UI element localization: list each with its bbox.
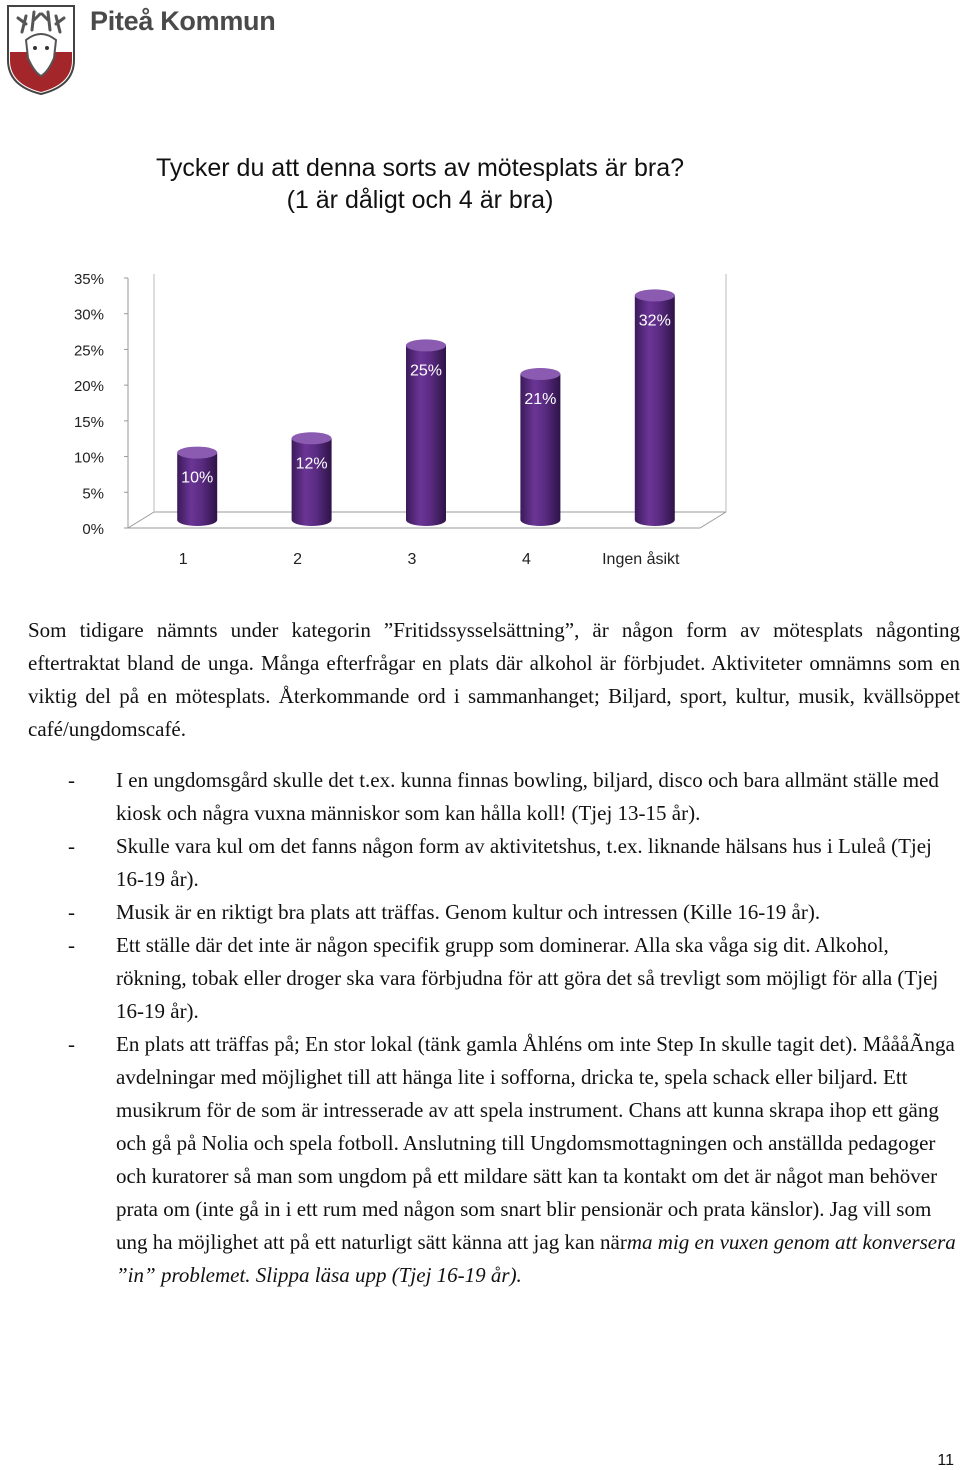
list-item xyxy=(28,1028,960,1292)
list-item xyxy=(28,929,960,1028)
bar-data-label: 12% xyxy=(295,455,328,473)
bar xyxy=(177,447,217,526)
bar xyxy=(406,339,446,526)
list-item-text: Ett ställe där det inte är någon specifik grupp som dominerar. Alla ska våga sig dit. Alkohol, rökning, tobak eller droger ska vara förbjudna för att göra det så trevligt som möjligt för alla (Tjej 16-19 år). xyxy=(116,933,939,1023)
x-tick-label: 2 xyxy=(293,551,303,568)
bar-data-label: 21% xyxy=(524,391,557,408)
bar-body xyxy=(635,295,675,526)
bullet-dash: - xyxy=(68,933,75,957)
bar xyxy=(292,432,332,526)
y-tick-label: 20% xyxy=(73,378,104,396)
bar-data-label: 25% xyxy=(409,362,443,380)
chart-svg xyxy=(0,140,960,580)
bullet-dash: - xyxy=(68,768,75,792)
list-item-text: Musik är en riktigt bra plats att träffas. Genom kultur och intressen (Kille 16-19 år). xyxy=(116,900,821,924)
list-item-text: Skulle vara kul om det fanns någon form av aktivitetshus, t.ex. liknande hälsans hus i Luleå (Tjej 16-19 år). xyxy=(116,834,932,891)
bar-top xyxy=(406,339,446,351)
list-item-text: I en ungdomsgård skulle det t.ex. kunna finnas bowling, biljard, disco och bara allmänt ställe med kiosk och några vuxna människor som kan hålla koll! (Tjej 13-15 år). xyxy=(116,768,939,825)
chart-title: Tycker du att denna sorts av mötesplats är bra? xyxy=(155,154,685,182)
list-item xyxy=(28,764,960,830)
y-tick-label: 35% xyxy=(73,271,104,288)
bullet-dash: - xyxy=(68,900,75,924)
list-item-text: En plats att träffas på; En stor lokal (tänk gamla Åhléns om inte Step In skulle tagit det). MåååÃnga avdelningar med möjlighet till att hänga lite i sofforna, dricka te, spela schack eller biljard. Ett musikrum för de som är intresserade av att spela instrument. Chans att kunna skrapa ihop ett gäng och gå på Nolia och spela fotboll. Anslutning till Ungdomsmottagningen och anställda pedagoger och kuratorer så man som ungdom på ett mildare sätt kan ta kontakt om det är något man behöver prata om (inte gå in i ett rum med någon som snart blir pensionär och prata känslor). Jag vill som ung ha möjlighet att på ett naturligt sätt känna att jag kan när xyxy=(116,1032,955,1254)
organization-name: Piteå Kommun xyxy=(90,6,276,36)
quote-list xyxy=(28,764,960,1292)
floor-edge-right xyxy=(700,512,726,528)
page-header xyxy=(4,2,324,98)
chart-subtitle: (1 är dåligt och 4 är bra) xyxy=(286,186,554,214)
bar-data-label: 10% xyxy=(181,469,214,487)
bar-top xyxy=(520,368,560,380)
body-text xyxy=(28,614,960,1292)
y-tick-label: 10% xyxy=(73,449,104,467)
bar-body xyxy=(292,438,332,526)
bar-chart xyxy=(0,140,960,580)
y-tick-label: 30% xyxy=(73,306,104,324)
x-tick-label: 3 xyxy=(407,551,417,568)
page-number: 11 xyxy=(937,1452,954,1469)
bar-top xyxy=(292,432,332,444)
y-tick-label: 5% xyxy=(82,485,104,503)
bar-data-label: 32% xyxy=(638,312,671,330)
y-tick-label: 25% xyxy=(73,342,104,360)
bullet-dash: - xyxy=(68,1032,75,1056)
bar-top xyxy=(635,289,675,301)
y-tick-label: 0% xyxy=(82,521,104,538)
list-item xyxy=(28,896,960,929)
bar xyxy=(635,289,675,526)
bar xyxy=(520,368,560,526)
reindeer-coat-of-arms-icon xyxy=(4,2,78,96)
x-tick-label: 4 xyxy=(521,551,531,568)
bar-body xyxy=(177,453,217,526)
x-tick-label: 1 xyxy=(178,551,188,568)
bar-top xyxy=(177,447,217,459)
intro-paragraph: Som tidigare nämnts under kategorin ”Fritidssysselsättning”, är någon form av mötesplats någonting eftertraktat bland de unga. Många efterfrågar en plats där alkohol är förbjudet. Aktiviteter omnämns som en viktig del på en mötesplats. Återkommande ord i sammanhanget; Biljard, sport, kultur, musik, kvällsöppet café/ungdomscafé. xyxy=(28,618,960,741)
y-tick-label: 15% xyxy=(73,413,104,431)
bullet-dash: - xyxy=(68,834,75,858)
x-tick-label: Ingen åsikt xyxy=(602,551,680,568)
list-item xyxy=(28,830,960,896)
floor-edge-left xyxy=(128,512,154,528)
list-item-italic-text: ma mig en vuxen genom att konversera ”in” problemet. Slippa läsa upp (Tjej 16-19 år). xyxy=(116,1230,956,1287)
